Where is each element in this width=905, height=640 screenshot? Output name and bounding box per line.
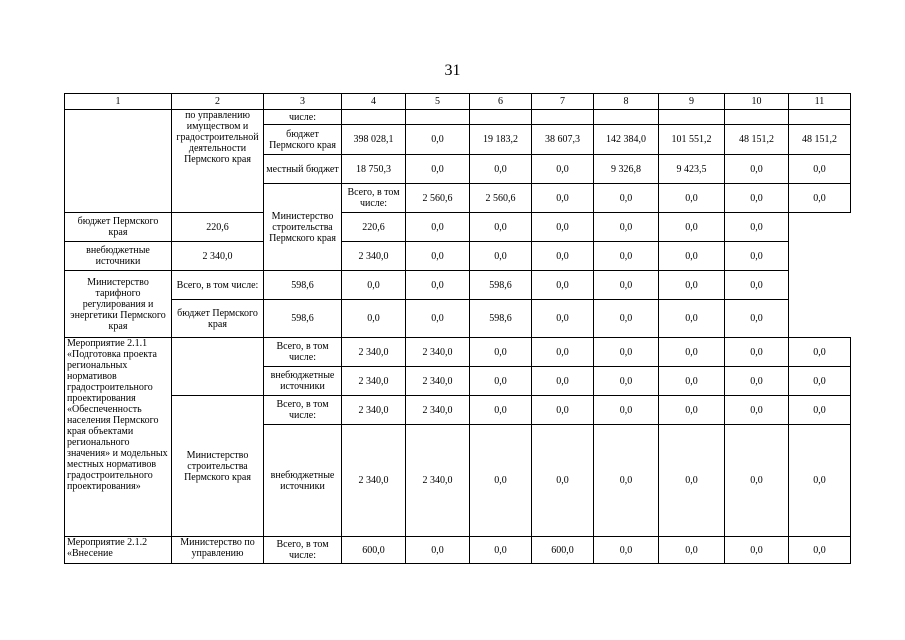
value-cell: 0,0: [532, 300, 594, 338]
value-cell: 0,0: [725, 213, 789, 242]
event-cell: Мероприятие 2.1.2 «Внесение: [65, 537, 172, 564]
value-cell: 0,0: [659, 338, 725, 367]
value-cell: 0,0: [725, 242, 789, 271]
table-row: [65, 300, 851, 338]
value-cell: 48 151,2: [725, 125, 789, 155]
value-cell: [532, 110, 594, 125]
event-cell: Мероприятие 2.1.1 «Подготовка проекта региональных нормативов градостроительного проектирования «Обеспеченность населения Пермского края объектами регионального значения» и модельных местных нормативов градостроительного проектирования»: [65, 338, 172, 537]
value-cell: 9 326,8: [594, 155, 659, 184]
value-cell: 0,0: [789, 184, 851, 213]
executor-cell: Министерство тарифного регулирования и энергетики Пермского края: [65, 271, 172, 338]
value-cell: 0,0: [725, 155, 789, 184]
event-cell-empty: [65, 110, 172, 213]
value-cell: 0,0: [659, 367, 725, 396]
source-cell: бюджет Пермского края: [264, 125, 342, 155]
value-cell: 0,0: [725, 537, 789, 564]
value-cell: 0,0: [532, 242, 594, 271]
value-cell: 2 340,0: [342, 338, 406, 367]
value-cell: [342, 110, 406, 125]
header-cell: 11: [789, 94, 851, 110]
value-cell: 220,6: [342, 213, 406, 242]
value-cell: 0,0: [594, 425, 659, 537]
source-cell: Всего, в том числе:: [172, 271, 264, 300]
value-cell: 220,6: [172, 213, 264, 242]
value-cell: 0,0: [725, 396, 789, 425]
value-cell: 0,0: [342, 300, 406, 338]
value-cell: 18 750,3: [342, 155, 406, 184]
value-cell: 0,0: [532, 338, 594, 367]
value-cell: 2 560,6: [470, 184, 532, 213]
value-cell: 0,0: [406, 155, 470, 184]
value-cell: 0,0: [406, 537, 470, 564]
header-cell: 6: [470, 94, 532, 110]
value-cell: 0,0: [789, 537, 851, 564]
value-cell: 0,0: [659, 537, 725, 564]
value-cell: 0,0: [789, 396, 851, 425]
executor-cell: Министерство по управлению: [172, 537, 264, 564]
value-cell: 101 551,2: [659, 125, 725, 155]
value-cell: 2 340,0: [406, 367, 470, 396]
executor-cell: Министерство строительства Пермского края: [172, 396, 264, 537]
value-cell: 0,0: [594, 242, 659, 271]
value-cell: 0,0: [594, 367, 659, 396]
header-row: [65, 94, 851, 110]
value-cell: 0,0: [659, 425, 725, 537]
value-cell: 0,0: [532, 271, 594, 300]
header-cell: 10: [725, 94, 789, 110]
value-cell: 2 340,0: [406, 425, 470, 537]
value-cell: 0,0: [789, 425, 851, 537]
value-cell: 0,0: [470, 213, 532, 242]
value-cell: 0,0: [470, 425, 532, 537]
value-cell: 0,0: [406, 125, 470, 155]
budget-table: [64, 93, 851, 564]
value-cell: 0,0: [789, 155, 851, 184]
value-cell: 2 340,0: [342, 242, 406, 271]
value-cell: 0,0: [470, 338, 532, 367]
value-cell: 0,0: [532, 213, 594, 242]
table-row: [65, 396, 851, 425]
value-cell: 598,6: [470, 271, 532, 300]
source-cell: Всего, в том числе:: [264, 338, 342, 367]
value-cell: 0,0: [532, 367, 594, 396]
source-cell: внебюджетные источники: [264, 367, 342, 396]
table-row: [65, 537, 851, 564]
table-row: [65, 110, 851, 125]
value-cell: 0,0: [594, 213, 659, 242]
value-cell: 0,0: [659, 242, 725, 271]
value-cell: 0,0: [406, 300, 470, 338]
value-cell: 19 183,2: [470, 125, 532, 155]
value-cell: 0,0: [470, 155, 532, 184]
value-cell: 0,0: [406, 213, 470, 242]
value-cell: 0,0: [594, 271, 659, 300]
executor-cell-empty: [172, 338, 264, 396]
value-cell: 598,6: [264, 271, 342, 300]
header-cell: 1: [65, 94, 172, 110]
source-cell: местный бюджет: [264, 155, 342, 184]
value-cell: 0,0: [659, 271, 725, 300]
value-cell: 38 607,3: [532, 125, 594, 155]
value-cell: 2 340,0: [406, 338, 470, 367]
header-cell: 9: [659, 94, 725, 110]
header-cell: 2: [172, 94, 264, 110]
value-cell: 0,0: [725, 338, 789, 367]
value-cell: 0,0: [594, 300, 659, 338]
value-cell: 0,0: [789, 367, 851, 396]
value-cell: 0,0: [470, 537, 532, 564]
header-cell: 3: [264, 94, 342, 110]
value-cell: 0,0: [532, 155, 594, 184]
value-cell: 0,0: [659, 300, 725, 338]
value-cell: [470, 110, 532, 125]
value-cell: 0,0: [470, 242, 532, 271]
value-cell: 0,0: [725, 271, 789, 300]
header-cell: 7: [532, 94, 594, 110]
value-cell: [725, 110, 789, 125]
value-cell: 0,0: [470, 396, 532, 425]
page-number: 31: [444, 62, 461, 79]
source-cell: Всего, в том числе:: [264, 537, 342, 564]
table-row: [65, 271, 851, 300]
value-cell: 0,0: [594, 184, 659, 213]
value-cell: [789, 110, 851, 125]
value-cell: [594, 110, 659, 125]
table-row: [65, 338, 851, 367]
value-cell: 2 340,0: [342, 425, 406, 537]
value-cell: 2 560,6: [406, 184, 470, 213]
header-cell: 4: [342, 94, 406, 110]
source-cell: внебюджетные источники: [65, 242, 172, 271]
value-cell: [406, 110, 470, 125]
table-row: [65, 242, 851, 271]
source-cell: бюджет Пермского края: [172, 300, 264, 338]
value-cell: 0,0: [532, 396, 594, 425]
value-cell: 2 340,0: [172, 242, 264, 271]
value-cell: 0,0: [659, 213, 725, 242]
source-cell: бюджет Пермского края: [65, 213, 172, 242]
header-cell: 8: [594, 94, 659, 110]
value-cell: 2 340,0: [406, 396, 470, 425]
value-cell: 0,0: [725, 184, 789, 213]
value-cell: 0,0: [406, 242, 470, 271]
value-cell: 0,0: [594, 537, 659, 564]
value-cell: 598,6: [470, 300, 532, 338]
value-cell: 0,0: [725, 367, 789, 396]
value-cell: 600,0: [532, 537, 594, 564]
value-cell: 9 423,5: [659, 155, 725, 184]
source-cell: внебюджетные источники: [264, 425, 342, 537]
header-cell: 5: [406, 94, 470, 110]
value-cell: 0,0: [342, 271, 406, 300]
value-cell: 0,0: [532, 184, 594, 213]
value-cell: 0,0: [659, 184, 725, 213]
source-cell: Всего, в том числе:: [264, 396, 342, 425]
value-cell: 2 340,0: [342, 396, 406, 425]
executor-cell: Министерство строительства Пермского края: [264, 184, 342, 271]
value-cell: 598,6: [264, 300, 342, 338]
value-cell: 0,0: [789, 338, 851, 367]
value-cell: 0,0: [594, 338, 659, 367]
value-cell: 0,0: [470, 367, 532, 396]
value-cell: 48 151,2: [789, 125, 851, 155]
value-cell: 0,0: [532, 425, 594, 537]
value-cell: 2 340,0: [342, 367, 406, 396]
value-cell: 0,0: [659, 396, 725, 425]
value-cell: 0,0: [725, 300, 789, 338]
value-cell: 0,0: [406, 271, 470, 300]
table-row: [65, 213, 851, 242]
source-cell: Всего, в том числе:: [342, 184, 406, 213]
value-cell: 600,0: [342, 537, 406, 564]
executor-cell: по управлению имуществом и градостроительной деятельности Пермского края: [172, 110, 264, 213]
value-cell: 0,0: [594, 396, 659, 425]
value-cell: 398 028,1: [342, 125, 406, 155]
source-cell: числе:: [264, 110, 342, 125]
value-cell: [659, 110, 725, 125]
value-cell: 0,0: [725, 425, 789, 537]
value-cell: 142 384,0: [594, 125, 659, 155]
